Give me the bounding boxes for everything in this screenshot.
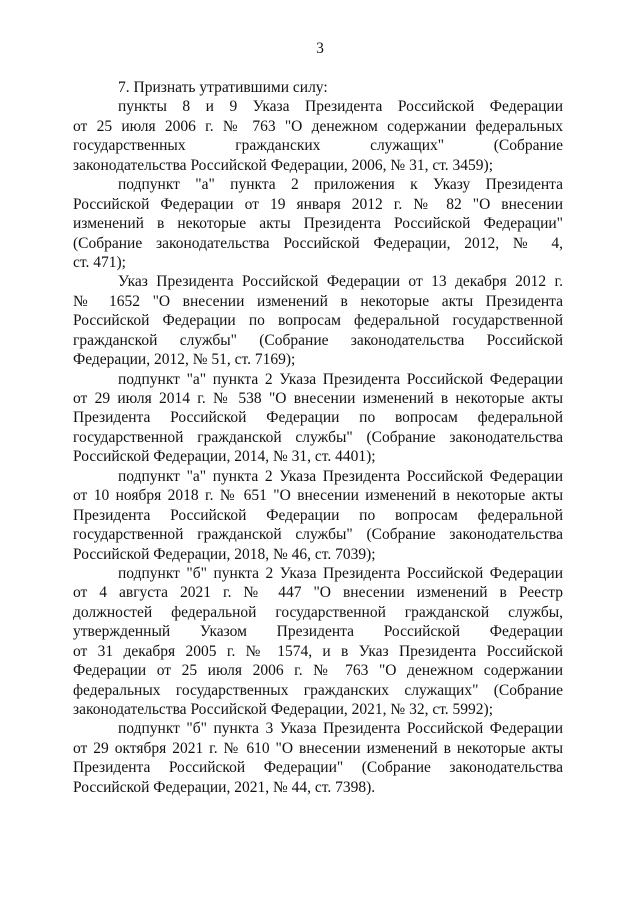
paragraph [73, 97, 563, 175]
text-line: от 10 ноября 2018 г. № 651 "О внесении изменений в некоторые акты [73, 487, 563, 505]
text-line: подпункт "а" пункта 2 Указа Президента Российской Федерации [118, 370, 563, 388]
paragraph [73, 467, 563, 564]
text-line: федеральных государственных гражданских служащих" (Собрание [73, 681, 563, 699]
text-line: Российской Федерации, 2021, № 44, ст. 7398). [73, 778, 376, 796]
text-line: от 29 октября 2021 г. № 610 "О внесении изменений в некоторые акты [73, 739, 563, 757]
paragraph [73, 719, 563, 797]
text-line: пункты 8 и 9 Указа Президента Российской Федерации [118, 98, 563, 116]
section-heading: 7. Признать утратившими силу: [118, 79, 328, 96]
text-line: Президента Российской Федерации по вопросам федеральной [73, 409, 563, 427]
text-line: законодательства Российской Федерации, 2006, № 31, ст. 3459); [73, 156, 494, 174]
text-line: (Собрание законодательства Российской Федерации, 2012, № 4, [73, 234, 563, 252]
document-body [73, 78, 563, 797]
text-line: государственной гражданской службы" (Собрание законодательства [73, 428, 563, 446]
text-line: государственной гражданской службы" (Собрание законодательства [73, 526, 563, 544]
text-line: от 29 июля 2014 г. № 538 "О внесении изменений в некоторые акты [73, 390, 563, 407]
text-line: ст. 471); [73, 253, 126, 271]
text-line: Российской Федерации по вопросам федеральной государственной [73, 312, 563, 330]
text-line: Президента Российской Федерации" (Собрание законодательства [73, 759, 563, 777]
text-line: Российской Федерации от 19 января 2012 г. № 82 "О внесении [73, 195, 563, 213]
text-line: Российской Федерации, 2018, № 46, ст. 7039); [73, 545, 376, 563]
text-line: изменений в некоторые акты Президента Российской Федерации" [73, 215, 563, 233]
text-line: Федерации, 2012, № 51, ст. 7169); [73, 351, 296, 369]
text-line: законодательства Российской Федерации, 2021, № 32, ст. 5992); [73, 701, 494, 718]
text-line: подпункт "б" пункта 3 Указа Президента Российской Федерации [118, 720, 563, 738]
page-number: 3 [316, 40, 324, 57]
paragraph [73, 175, 563, 272]
text-line: должностей федеральной государственной гражданской службы, [73, 603, 563, 621]
text-line: гражданской службы" (Собрание законодательства Российской [73, 331, 563, 349]
paragraph [73, 370, 563, 467]
text-line: подпункт "а" пункта 2 Указа Президента Российской Федерации [118, 467, 563, 485]
text-line: Президента Российской Федерации по вопросам федеральной [73, 506, 563, 524]
text-line: Указ Президента Российской Федерации от 13 декабря 2012 г. [118, 273, 563, 291]
text-line: утвержденный Указом Президента Российской Федерации [73, 623, 563, 641]
text-line: Российской Федерации, 2014, № 31, ст. 4401); [73, 448, 376, 466]
text-line: от 31 декабря 2005 г. № 1574, и в Указ Президента Российской [73, 642, 563, 660]
paragraph [73, 272, 563, 369]
text-line: от 4 августа 2021 г. № 447 "О внесении изменений в Реестр [73, 584, 563, 602]
text-line: Федерации от 25 июля 2006 г. № 763 "О денежном содержании [73, 662, 563, 680]
text-line: подпункт "а" пункта 2 приложения к Указу Президента [118, 176, 563, 194]
text-line: подпункт "б" пункта 2 Указа Президента Российской Федерации [118, 564, 563, 582]
text-line: № 1652 "О внесении изменений в некоторые акты Президента [73, 292, 563, 310]
paragraph [73, 564, 563, 720]
text-line: от 25 июля 2006 г. № 763 "О денежном содержании федеральных [73, 117, 563, 135]
text-line: государственных гражданских служащих" (Собрание [73, 137, 563, 155]
